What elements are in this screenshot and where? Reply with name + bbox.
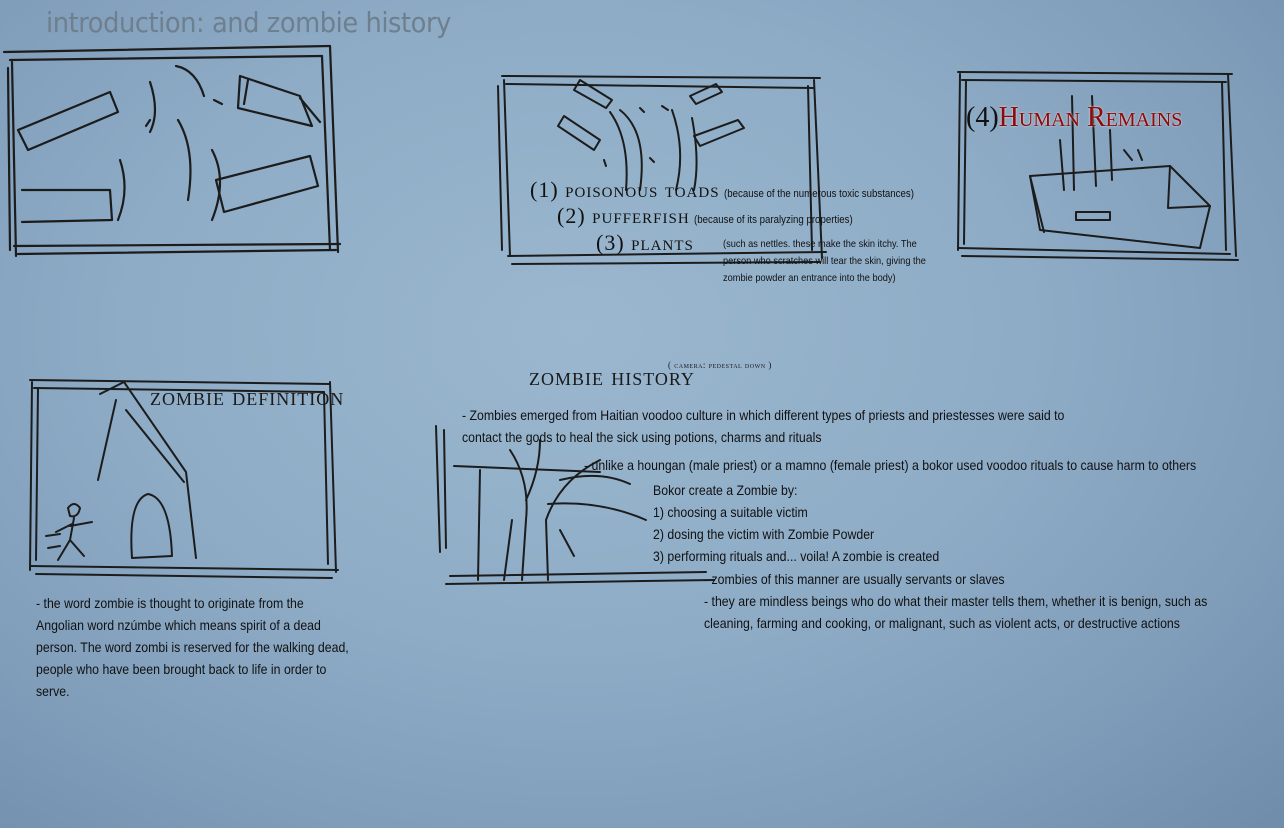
history-intro-line: contact the gods to heal the sick using potions, charms and rituals	[462, 429, 822, 445]
toxin-plants-name: (3) plants	[596, 230, 694, 255]
definition-line: people who have been brought back to life in order to	[36, 661, 327, 677]
definition-line: Angolian word nzúmbe which means spirit of a dead	[36, 617, 321, 633]
history-mindless	[704, 590, 1207, 634]
definition-text	[36, 592, 370, 702]
sketch-panel-coffin	[958, 72, 1238, 260]
history-intro-line: - Zombies emerged from Haitian voodoo culture in which different types of priests and priestesses were said to	[462, 407, 1065, 423]
camera-note: ( camera: pedestal down )	[668, 360, 772, 370]
remains-number: (4)	[966, 102, 999, 133]
toxin-human-remains	[966, 102, 1182, 134]
history-step: 2) dosing the victim with Zombie Powder	[653, 526, 875, 542]
definition-line: person. The word zombi is reserved for the walking dead,	[36, 639, 349, 655]
history-mindless-line: - they are mindless beings who do what their master tells them, whether it is benign, such as	[704, 593, 1208, 609]
remains-name: Human Remains	[998, 102, 1183, 133]
toxin-toads	[530, 177, 940, 203]
history-bokor-line: - unlike a houngan (male priest) or a mamno (female priest) a bokor used voodoo rituals to cause harm to others	[584, 457, 1197, 473]
toxin-toads-name: (1) poisonous toads	[530, 177, 720, 202]
toxin-plants	[596, 230, 694, 256]
history-mindless-line: cleaning, farming and cooking, or malignant, such as violent acts, or destructive actions	[704, 615, 1180, 631]
toxin-plants-note-line: zombie powder an entrance into the body)	[723, 272, 896, 284]
toxin-plants-note-line: person who scratches will tear the skin, giving the	[723, 255, 926, 267]
definition-heading: zombie definition	[150, 384, 345, 411]
history-step: Bokor create a Zombie by:	[653, 482, 798, 498]
history-steps	[653, 479, 939, 567]
toxin-plants-note	[723, 236, 987, 287]
sketch-panel-reaching-arms	[4, 46, 340, 256]
toxin-pufferfish	[557, 203, 875, 229]
history-intro	[462, 404, 1096, 448]
history-servants-line: - zombies of this manner are usually servants or slaves	[704, 571, 1005, 587]
page-title: introduction: and zombie history	[46, 6, 451, 39]
toxin-pufferfish-note: (because of its paralyzing properties)	[694, 214, 853, 226]
definition-line: - the word zombie is thought to originate from the	[36, 595, 304, 611]
toxin-toads-note: (because of the numerous toxic substances)	[724, 188, 914, 200]
history-heading: zombie history	[529, 364, 695, 391]
toxin-plants-note-line: (such as nettles. these make the skin itchy. The	[723, 238, 917, 250]
history-step: 3) performing rituals and... voila! A zombie is created	[653, 548, 940, 564]
history-step: 1) choosing a suitable victim	[653, 504, 808, 520]
toxin-pufferfish-name: (2) pufferfish	[557, 203, 690, 228]
definition-line: serve.	[36, 683, 70, 699]
